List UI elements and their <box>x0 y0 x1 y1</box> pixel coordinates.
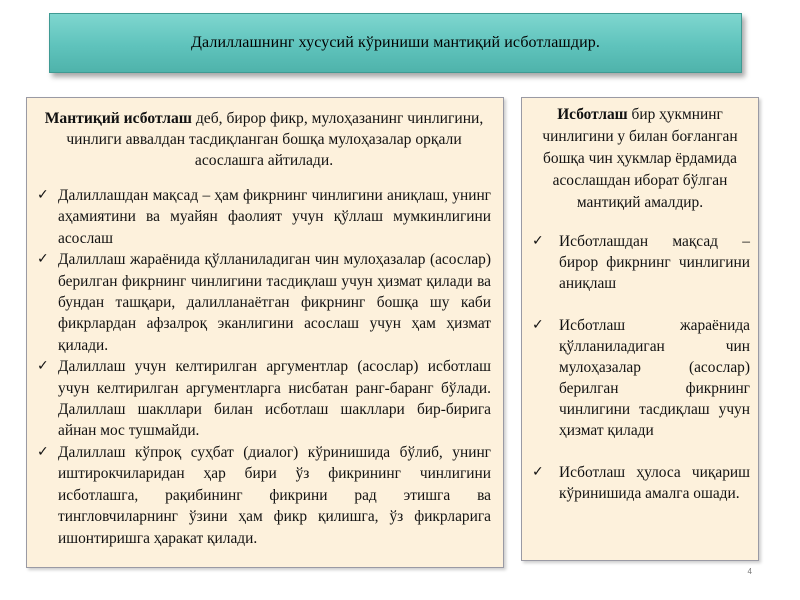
check-icon: ✓ <box>37 251 49 268</box>
check-icon: ✓ <box>37 443 49 460</box>
bullet-text: Исботлашдан мақсад – бирор фикрнинг чинлигини аниқлаш <box>559 233 750 292</box>
left-panel <box>26 97 504 568</box>
bullet-text: Исботлаш жараёнида қўлланиладиган чин мулоҳазалар (асослар) берилган фикрнинг чинлигини тасдиқлаш учун ҳизмат қилади <box>559 317 750 439</box>
list-item <box>532 462 750 504</box>
right-panel-definition: бир ҳукмнинг чинлигини у билан боғланган бошқа чин ҳукмлар ёрдамида асослашдан иборат бўлган мантиқий амалдир. <box>542 106 738 211</box>
check-icon: ✓ <box>37 187 49 203</box>
left-panel-term: Мантиқий исботлаш <box>44 110 192 127</box>
slide-title: Далиллашнинг хусусий кўриниши мантиқий исботлашдир. <box>191 34 600 51</box>
left-bullet-list <box>37 185 491 549</box>
bullet-text: Далиллаш кўпроқ суҳбат (диалог) кўринишида бўлиб, унинг иштирокчиларидан ҳар бири ўз фикрининг чинлигини исботлашга, рақибининг фикрини рад этишга ва тингловчиларнинг ўзини ҳам фикр қилишга, ўз фикрларига ишонтиришга ҳаракат қилади. <box>58 443 491 547</box>
bullet-text: Исботлаш ҳулоса чиқариш кўринишида амалга ошади. <box>559 464 750 502</box>
left-panel-definition: деб, бирор фикр, мулоҳазанинг чинлигини, чинлиги аввалдан тасдиқланган бошқа мулоҳазалар орқали асослашга айтилади. <box>66 110 484 169</box>
list-item <box>37 185 491 249</box>
list-item <box>37 356 491 442</box>
right-panel-intro <box>530 104 750 214</box>
right-panel <box>521 97 759 561</box>
check-icon: ✓ <box>532 233 544 249</box>
bullet-text: Далиллаш учун келтирилган аргументлар (асослар) исботлаш учун келтирилган аргументларга нисбатан ранг-баранг бўлади. Далиллаш шакллари билан исботлаш шакллари бир-бирига айнан мос тушмайди. <box>58 358 491 440</box>
bullet-text: Далиллашдан мақсад – ҳам фикрнинг чинлигини аниқлаш, унинг аҳамиятини ва муайян фаолият учун қўллаш мумкинлигини асослаш <box>58 187 491 247</box>
bullet-text: Далиллаш жараёнида қўлланиладиган чин мулоҳазалар (асослар) берилган фикрнинг чинлигини тасдиқлаш учун ҳизмат қилади ва бундан ташқари, далилланаётган фикрнинг бошқа шу каби фикрлардан афзалроқ эканлигини асослаш учун ҳам ҳизмат қилади. <box>58 251 491 354</box>
check-icon: ✓ <box>532 464 544 480</box>
list-item <box>37 249 491 356</box>
list-item <box>532 231 750 294</box>
check-icon: ✓ <box>37 358 49 375</box>
list-item <box>532 315 750 441</box>
page-number: 4 <box>747 567 752 576</box>
right-panel-term: Исботлаш <box>557 106 628 123</box>
right-bullet-list <box>530 231 750 504</box>
left-panel-intro <box>37 108 491 171</box>
list-item <box>37 442 491 549</box>
title-banner <box>49 13 742 73</box>
check-icon: ✓ <box>532 317 544 333</box>
